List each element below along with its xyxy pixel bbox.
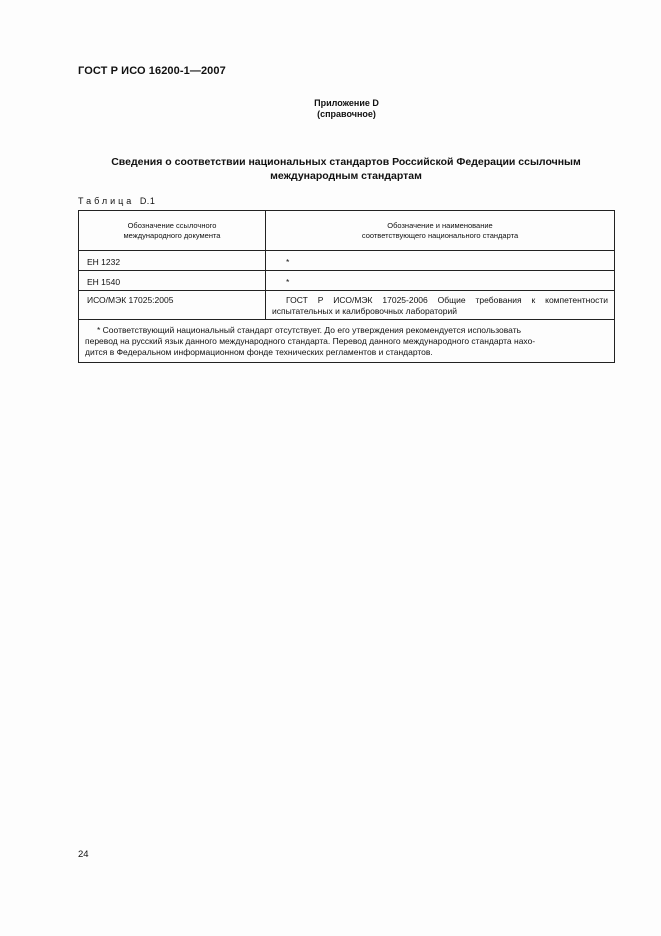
header-national-standard-line2: соответствующего национального стандарта	[361, 230, 519, 240]
national-standard-cell: *	[266, 271, 615, 291]
header-national-standard-line1: Обозначение и наименование	[387, 220, 493, 230]
header-ref-doc	[79, 211, 266, 251]
footnote-line1: * Соответствующий национальный стандарт отсутствует. До его утверждения рекомендуется использовать	[97, 325, 522, 335]
header-ref-doc-line2: международного документа	[123, 230, 221, 240]
ref-doc-cell: ЕН 1540	[79, 271, 266, 291]
national-standard-line1: ГОСТ Р ИСО/МЭК 17025-2006 Общие требования к компетентности	[286, 295, 608, 305]
ref-doc-cell: ЕН 1232	[79, 251, 266, 271]
header-ref-doc-line1: Обозначение ссылочного	[127, 220, 217, 230]
appendix-title: Приложение D	[314, 98, 379, 108]
section-heading-line1: Сведения о соответствии национальных стандартов Российской Федерации ссылочным	[111, 156, 581, 168]
page-number: 24	[78, 849, 89, 860]
national-standard-cell	[266, 291, 615, 320]
table-header-row	[79, 211, 615, 251]
table-caption-number: D.1	[139, 196, 156, 206]
correspondence-table	[78, 210, 615, 363]
section-heading-line2: международным стандартам	[270, 170, 422, 182]
footnote-row	[79, 320, 615, 363]
section-heading	[78, 155, 614, 183]
national-standard-cell: *	[266, 251, 615, 271]
table-row	[79, 271, 615, 291]
table-caption	[78, 196, 155, 206]
table-row	[79, 291, 615, 320]
table-footnote	[79, 320, 615, 363]
table-caption-label: Таблица	[78, 196, 135, 206]
ref-doc-cell: ИСО/МЭК 17025:2005	[79, 291, 266, 320]
header-national-standard	[266, 211, 615, 251]
document-code: ГОСТ Р ИСО 16200-1—2007	[78, 65, 226, 77]
table-row	[79, 251, 615, 271]
appendix-type: (справочное)	[317, 109, 376, 119]
footnote-line3: дится в Федеральном информационном фонде технических регламентов и стандартов.	[85, 347, 433, 357]
footnote-line2: перевод на русский язык данного международного стандарта. Перевод данного международного стандарта нахо-	[85, 336, 536, 346]
national-standard-line2: испытательных и калибровочных лабораторий	[272, 306, 457, 316]
